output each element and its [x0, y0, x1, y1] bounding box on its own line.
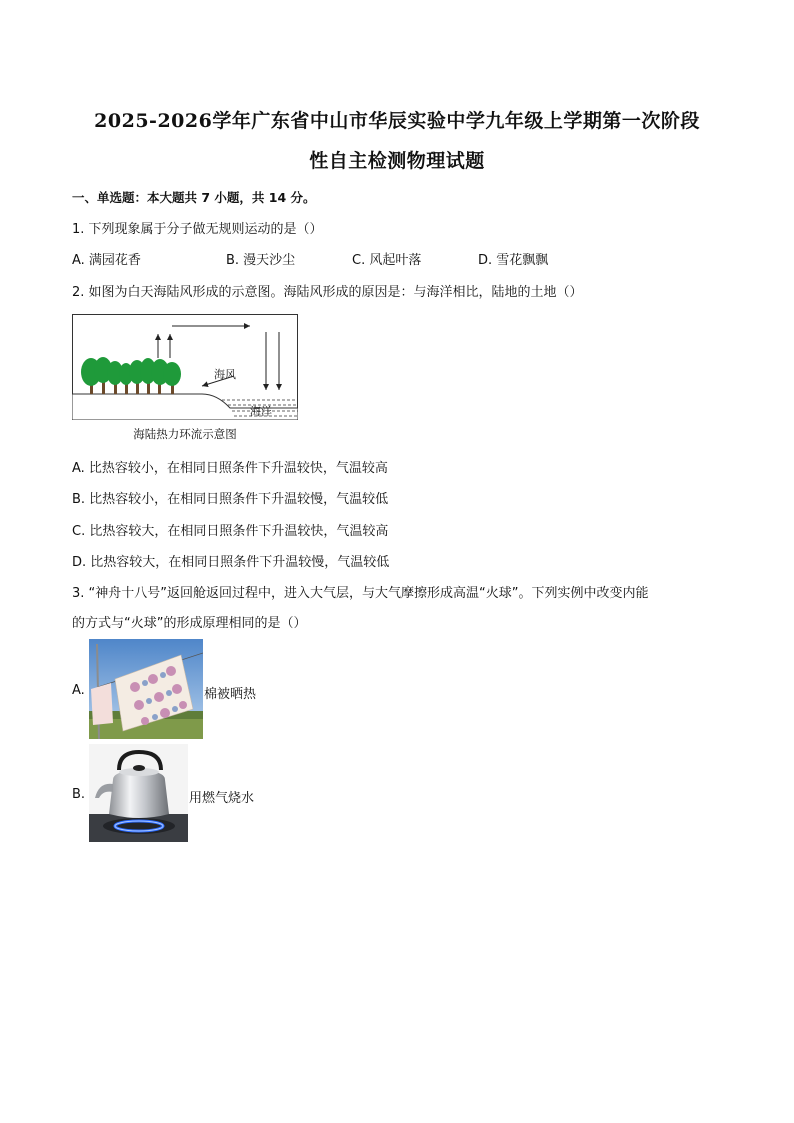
- question-3-option-a-letter[interactable]: A.: [72, 683, 85, 698]
- question-2-option-d[interactable]: D. 比热容较大，在相同日照条件下升温较慢，气温较低: [72, 555, 390, 570]
- question-2-option-a[interactable]: A. 比热容较小，在相同日照条件下升温较快，气温较高: [72, 461, 388, 476]
- question-3-option-b-letter[interactable]: B.: [72, 787, 86, 802]
- question-3-option-a-text[interactable]: 棉被晒热: [204, 687, 257, 702]
- question-3-stem-line-2: 的方式与“火球”的形成原理相同的是（）: [72, 616, 307, 631]
- quilt-drying-photo: [89, 639, 203, 739]
- question-2-stem: 2. 如图为白天海陆风形成的示意图。海陆风形成的原因是：与海洋相比，陆地的土地（）: [72, 285, 583, 300]
- question-1-option-b[interactable]: B. 漫天沙尘: [226, 253, 296, 268]
- question-1-stem: 1. 下列现象属于分子做无规则运动的是（）: [72, 222, 323, 237]
- question-1-option-d[interactable]: D. 雪花飘飘: [478, 253, 549, 268]
- page-title-line-2: 性自主检测物理试题: [309, 150, 485, 172]
- wind-label: 海风: [214, 368, 236, 381]
- section-heading: 一、单选题：本大题共 7 小题，共 14 分。: [72, 190, 316, 205]
- page-title-line-1: 2025-2026学年广东省中山市华辰实验中学九年级上学期第一次阶段: [94, 110, 700, 132]
- gas-stove-kettle-photo: [89, 744, 188, 842]
- sea-land-breeze-diagram: [72, 314, 298, 420]
- question-3-option-b-text[interactable]: 用燃气烧水: [189, 791, 255, 806]
- figure-caption: 海陆热力环流示意图: [133, 427, 237, 441]
- sea-label: 海洋: [250, 405, 272, 418]
- question-2-option-c[interactable]: C. 比热容较大，在相同日照条件下升温较快，气温较高: [72, 524, 389, 539]
- question-3-stem-line-1: 3. “神舟十八号”返回舱返回过程中，进入大气层，与大气摩擦形成高温“火球”。下列实例中改变内能: [72, 586, 649, 601]
- question-1-option-c[interactable]: C. 风起叶落: [352, 253, 422, 268]
- question-2-option-b[interactable]: B. 比热容较小，在相同日照条件下升温较慢，气温较低: [72, 492, 389, 507]
- question-1-option-a[interactable]: A. 满园花香: [72, 253, 141, 268]
